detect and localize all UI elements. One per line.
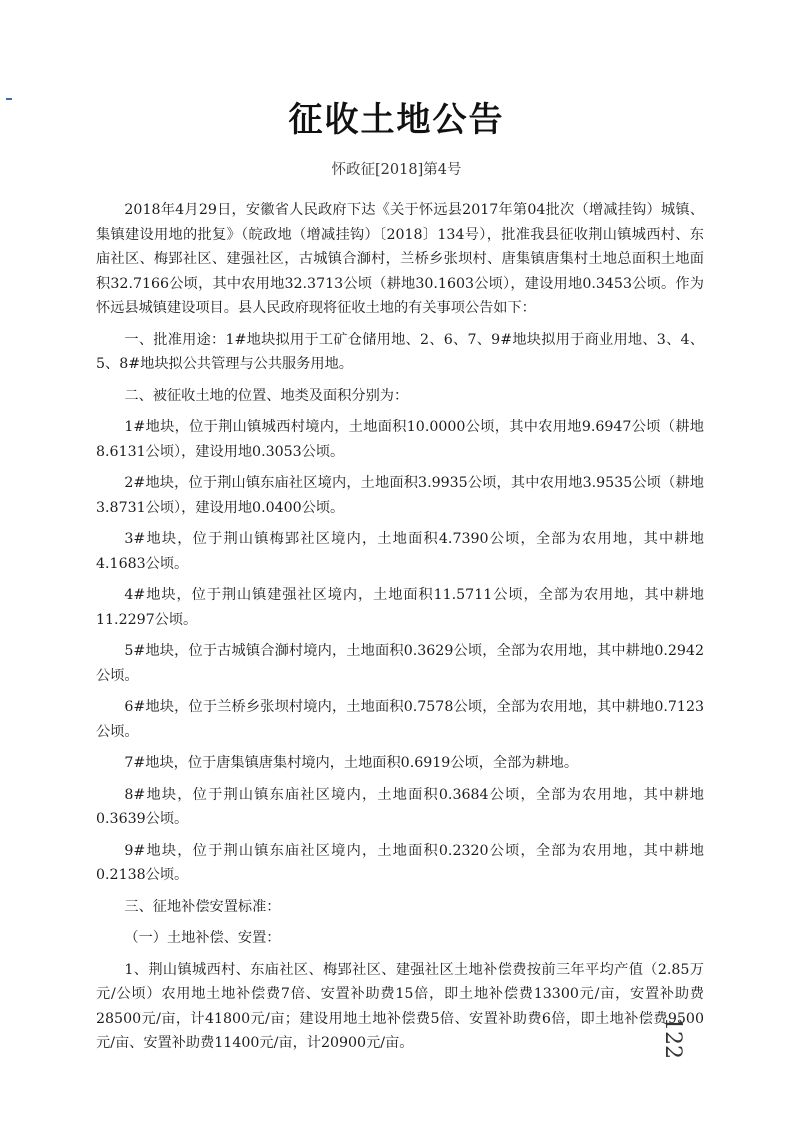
document-body [96,198,704,1059]
plot-3-paragraph: 3#地块，位于荆山镇梅郢社区境内，土地面积4.7390公顷，全部为农用地，其中耕地4.1683公顷。 [96,531,704,572]
plot-8-paragraph: 8#地块，位于荆山镇东庙社区境内，土地面积0.3684公顷，全部为农用地，其中耕地0.3639公顷。 [96,786,704,827]
page-number: 122 [660,1017,685,1059]
plot-4-paragraph: 4#地块，位于荆山镇建强社区境内，土地面积11.5711公顷，全部为农用地，其中耕地11.2297公顷。 [96,587,704,628]
plot-7-paragraph: 7#地块，位于唐集镇唐集村境内，土地面积0.6919公顷，全部为耕地。 [124,755,579,771]
page-title: 征收土地公告 [288,100,505,140]
section-3-subheading: （一）土地补偿、安置： [124,930,281,946]
section-3-item-1: 1、荆山镇城西村、东庙社区、梅郢社区、建强社区土地补偿费按前三年平均产值（2.85万元/公顷）农用地土地补偿费7倍、安置补助费15倍，即土地补偿费13300元/亩，安置补助费28500元/亩，计41800元/亩；建设用地土地补偿费5倍、安置补助费6倍，即土地补偿费9500元/亩、安置补助费11400元/亩，计20900元/亩。 [96,961,704,1051]
plot-5-paragraph: 5#地块，位于古城镇合溮村境内，土地面积0.3629公顷，全部为农用地，其中耕地0.2942公顷。 [96,643,704,684]
section-2-heading: 二、被征收土地的位置、地类及面积分别为： [124,387,409,404]
section-3-heading: 三、征地补偿安置标准： [124,898,281,915]
section-1-paragraph: 一、批准用途：1#地块拟用于工矿仓储用地、2、6、7、9#地块拟用于商业用地、3、4、5、8#地块拟公共管理与公共服务用地。 [96,331,704,372]
plot-1-paragraph: 1#地块，位于荆山镇城西村境内，土地面积10.0000公顷，其中农用地9.6947公顷（耕地8.6131公顷），建设用地0.3053公顷。 [96,419,704,460]
plot-9-paragraph: 9#地块，位于荆山镇东庙社区境内，土地面积0.2320公顷，全部为农用地，其中耕地0.2138公顷。 [96,842,704,883]
document-number: 怀政征[2018]第4号 [331,162,462,178]
plot-2-paragraph: 2#地块，位于荆山镇东庙社区境内，土地面积3.9935公顷，其中农用地3.9535公顷（耕地3.8731公顷），建设用地0.0400公顷。 [96,475,704,516]
intro-paragraph: 2018年4月29日，安徽省人民政府下达《关于怀远县2017年第04批次（增减挂钩）城镇、集镇建设用地的批复》（皖政地（增减挂钩）〔2018〕134号），批准我县征收荆山镇城西村、东庙社区、梅郢社区、建强社区，古城镇合溮村，兰桥乡张坝村、唐集镇唐集村土地总面积土地面积32.7166公顷，其中农用地32.3713公顷（耕地30.1603公顷），建设用地0.3453公顷。作为怀远县城镇建设项目。县人民政府现将征收土地的有关事项公告如下： [96,202,704,316]
plot-6-paragraph: 6#地块，位于兰桥乡张坝村境内，土地面积0.7578公顷，全部为农用地，其中耕地0.7123公顷。 [96,699,704,740]
